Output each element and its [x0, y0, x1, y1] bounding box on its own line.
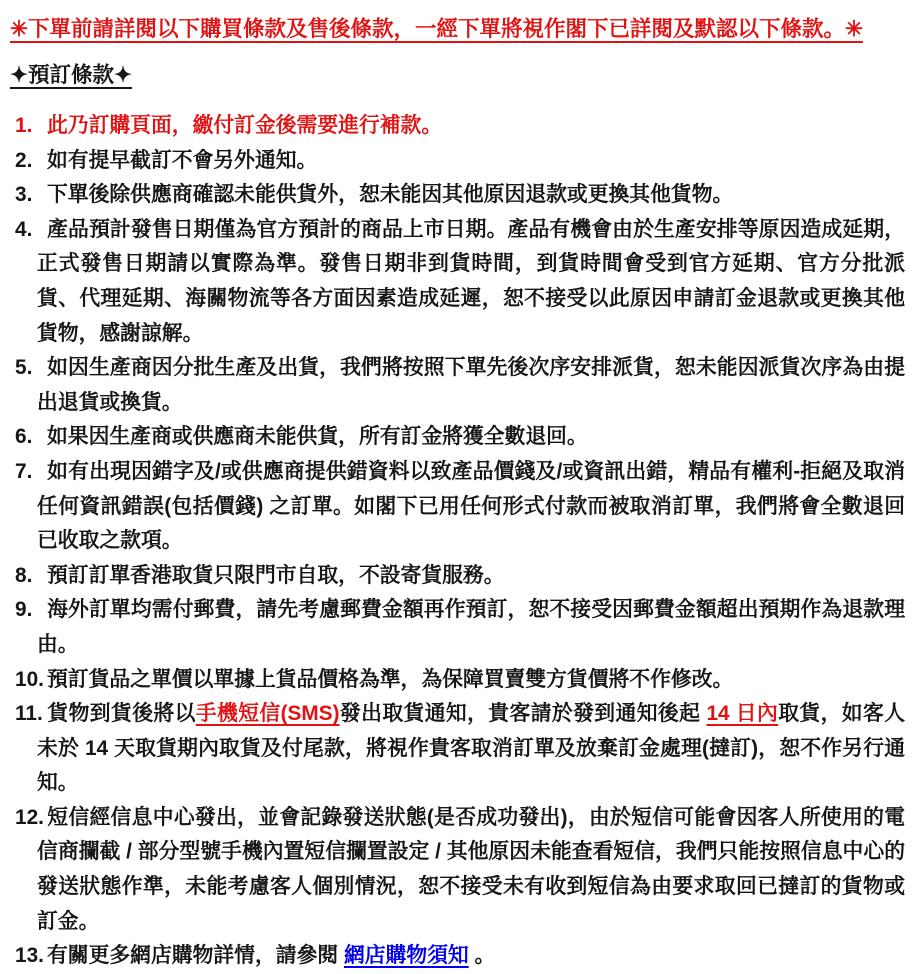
item-text: 預訂訂單香港取貨只限門市自取，不設寄貨服務。	[47, 563, 505, 587]
item-number: 2.	[15, 148, 33, 172]
item-text: 預訂貨品之單價以單據上貨品價格為準，為保障買賣雙方貨價將不作修改。	[47, 667, 734, 691]
list-item	[10, 559, 905, 594]
list-item	[10, 697, 905, 801]
item-number: 3.	[15, 183, 33, 207]
item-number: 10.	[15, 667, 44, 691]
list-item	[10, 178, 905, 213]
item-text: 取貨，如客人未於 14 天取貨期內取貨及付尾款，將視作貴客取消訂單及放棄訂金處理(撻訂)，恕不作另行通知。	[37, 702, 905, 795]
item-number: 4.	[15, 217, 33, 241]
item-number: 9.	[15, 598, 33, 622]
list-item	[10, 455, 905, 559]
item-number: 13.	[15, 944, 44, 968]
list-item	[10, 593, 905, 662]
store-shopping-notice-link[interactable]: 網店購物須知	[343, 944, 469, 968]
item-text: 海外訂單均需付郵費，請先考慮郵費金額再作預訂，恕不接受因郵費金額超出預期作為退款理由。	[37, 598, 905, 656]
item-text: 如因生產商因分批生產及出貨，我們將按照下單先後次序安排派貨，恕未能因派貨次序為由提出退貨或換貨。	[37, 356, 905, 414]
terms-list	[10, 109, 905, 974]
highlighted-term-text: 14 日內	[706, 702, 779, 726]
purchase-terms-notice: ✳下單前請詳閱以下購買條款及售後條款，一經下單將視作閣下已詳閱及默認以下條款。✳	[10, 17, 864, 41]
item-text: 產品預計發售日期僅為官方預計的商品上市日期。產品有機會由於生產安排等原因造成延期，正式發售日期請以實際為準。發售日期非到貨時間，到貨時間會受到官方延期、官方分批派貨、代理延期、海關物流等各方面因素造成延遲，恕不接受以此原因申請訂金退款或更換其他貨物，感謝諒解。	[37, 217, 905, 345]
item-text: 。	[468, 944, 496, 968]
item-number: 1.	[15, 114, 33, 137]
item-text: 有關更多網店購物詳情，請參閱	[47, 944, 344, 968]
list-item	[10, 351, 905, 420]
item-number: 8.	[15, 563, 33, 587]
item-number: 12.	[15, 805, 44, 829]
item-number: 5.	[15, 356, 33, 380]
item-text: 如果因生產商或供應商未能供貨，所有訂金將獲全數退回。	[47, 425, 588, 449]
highlighted-term-text: 手機短信(SMS)	[195, 702, 340, 726]
preorder-terms-section-title: ✦預訂條款✦	[10, 63, 133, 87]
list-item	[10, 939, 905, 974]
item-text: 貨物到貨後將以	[47, 702, 196, 726]
item-text: 如有提早截訂不會另外通知。	[47, 148, 318, 172]
list-item	[10, 144, 905, 179]
item-text: 發出取貨通知，貴客請於發到通知後起	[339, 702, 707, 726]
item-text: 如有出現因錯字及/或供應商提供錯資料以致產品價錢及/或資訊出錯，精品有權利-拒絕及取消任何資訊錯誤(包括價錢) 之訂單。如閣下已用任何形式付款而被取消訂單，我們將會全數退回已收取之款項。	[37, 459, 905, 553]
item-number: 6.	[15, 425, 33, 449]
item-number: 7.	[15, 459, 33, 483]
list-item	[10, 213, 905, 351]
list-item	[10, 420, 905, 455]
item-number: 11.	[15, 702, 43, 726]
item-text: 此乃訂購頁面，繳付訂金後需要進行補款。	[47, 114, 443, 137]
item-text: 下單後除供應商確認未能供貨外，恕未能因其他原因退款或更換其他貨物。	[47, 183, 734, 207]
list-item	[10, 663, 905, 698]
item-text: 短信經信息中心發出，並會記錄發送狀態(是否成功發出)，由於短信可能會因客人所使用的電信商攔截 / 部分型號手機內置短信攔置設定 / 其他原因未能查看短信，我們只能按照信息中心的發送狀態作準，未能考慮客人個別情況，恕不接受未有收到短信為由要求取回已撻訂的貨物或訂金。	[37, 805, 905, 933]
list-item	[10, 801, 905, 939]
list-item	[10, 109, 905, 144]
